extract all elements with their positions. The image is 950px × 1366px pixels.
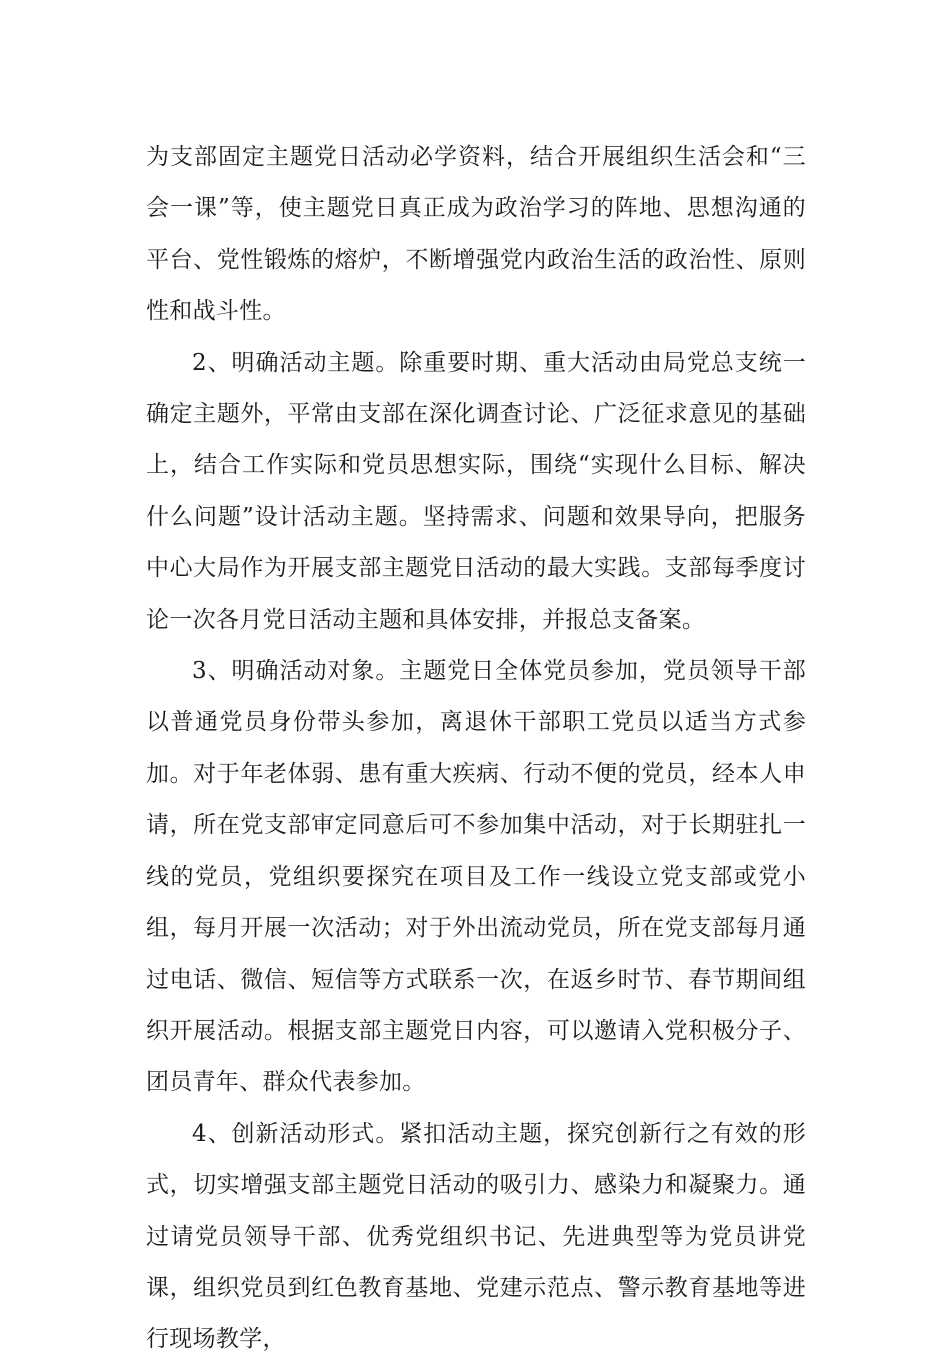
paragraph-activity-participants: 3、明确活动对象。主题党日全体党员参加，党员领导干部以普通党员身份带头参加，离退休干部职工党员以适当方式参加。对于年老体弱、患有重大疾病、行动不便的党员，经本人申请，所在党支部审定同意后可不参加集中活动，对于长期驻扎一线的党员，党组织要探究在项目及工作一线设立党支部或党小组，每月开展一次活动；对于外出流动党员，所在党支部每月通过电话、微信、短信等方式联系一次，在返乡时节、春节期间组织开展活动。根据支部主题党日内容，可以邀请入党积极分子、团员青年、群众代表参加。: [146, 658, 806, 1096]
paragraph-activity-format: 4、创新活动形式。紧扣活动主题，探究创新行之有效的形式，切实增强支部主题党日活动的吸引力、感染力和凝聚力。通过请党员领导干部、优秀党组织书记、先进典型等为党员讲党课，组织党员到红色教育基地、党建示范点、警示教育基地等进行现场教学，: [146, 1120, 806, 1353]
paragraph-activity-theme: 2、明确活动主题。除重要时期、重大活动由局党总支统一确定主题外，平常由支部在深化调查讨论、广泛征求意见的基础上，结合工作实际和党员思想实际，围绕“实现什么目标、解决什么问题”设计活动主题。坚持需求、问题和效果导向，把服务中心大局作为开展支部主题党日活动的最大实践。支部每季度讨论一次各月党日活动主题和具体安排，并报总支备案。: [146, 349, 806, 633]
document-body: [146, 132, 806, 1366]
paragraph-continuation: 为支部固定主题党日活动必学资料，结合开展组织生活会和“三会一课”等，使主题党日真正成为政治学习的阵地、思想沟通的平台、党性锻炼的熔炉，不断增强党内政治生活的政治性、原则性和战斗性。: [146, 144, 806, 325]
